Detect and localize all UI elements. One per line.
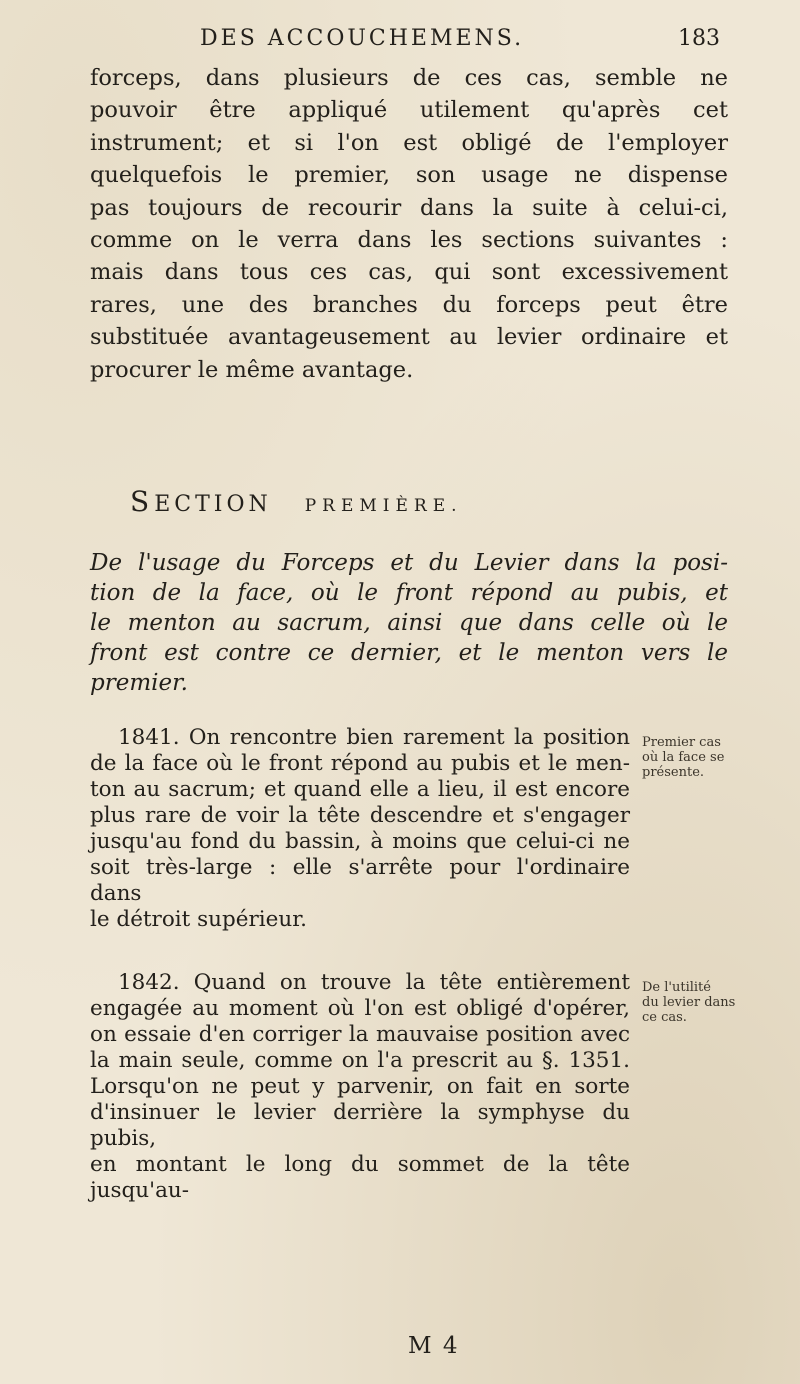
margin-note-line: ce cas.	[642, 1010, 687, 1025]
text-line: 1842. Quand on trouve la tête entièrement	[118, 970, 630, 995]
subtitle-line: tion de la face, où le front répond au pubis, et	[90, 580, 728, 606]
section-heading-word: ECTION	[154, 492, 272, 517]
text-line: quelquefois le premier, son usage ne dispense	[90, 162, 728, 189]
text-line: soit très-large : elle s'arrête pour l'ordinaire dans	[90, 855, 630, 906]
page-number: 183	[678, 26, 720, 51]
subtitle-line: premier.	[90, 670, 188, 696]
text-line: comme on le verra dans les sections suivantes :	[90, 227, 728, 254]
text-line: on essaie d'en corriger la mauvaise position avec	[90, 1022, 630, 1047]
paragraph-1842	[90, 970, 630, 1204]
signature-mark: M 4	[408, 1333, 460, 1359]
margin-note-line: présente.	[642, 765, 705, 780]
running-title: DES ACCOUCHEMENS.	[200, 26, 525, 51]
text-line: procurer le même avantage.	[90, 356, 414, 383]
text-line: ton au sacrum; et quand elle a lieu, il est encore	[90, 777, 630, 802]
margin-note-line: De l'utilité	[642, 980, 711, 995]
section-heading-ordinal: PREMIÈRE.	[304, 496, 463, 516]
section-heading-initial: S	[130, 485, 155, 518]
text-line: en montant le long du sommet de la tête jusqu'au-	[90, 1152, 630, 1203]
text-line: le détroit supérieur.	[90, 907, 307, 932]
text-line: engagée au moment où l'on est obligé d'opérer,	[90, 996, 630, 1021]
subtitle-line: front est contre ce dernier, et le menton vers le	[90, 640, 728, 666]
text-line: la main seule, comme on l'a prescrit au §. 1351.	[90, 1048, 630, 1073]
section-heading	[130, 485, 463, 518]
subtitle-line: De l'usage du Forceps et du Levier dans la posi-	[90, 550, 728, 576]
text-line: jusqu'au fond du bassin, à moins que celui-ci ne	[90, 829, 630, 854]
paragraph-1841	[90, 725, 630, 933]
continued-paragraph	[90, 62, 728, 386]
text-line: mais dans tous ces cas, qui sont excessivement	[90, 259, 728, 286]
margin-note-lever-utility	[642, 980, 762, 1025]
text-line: rares, une des branches du forceps peut être	[90, 291, 728, 318]
text-line: Lorsqu'on ne peut y parvenir, on fait en sorte	[90, 1074, 630, 1099]
text-line: de la face où le front répond au pubis et le men-	[90, 751, 630, 776]
subtitle-line: le menton au sacrum, ainsi que dans celle où le	[90, 610, 728, 636]
text-line: forceps, dans plusieurs de ces cas, semble ne	[90, 65, 728, 91]
text-line: pouvoir être appliqué utilement qu'après cet	[90, 97, 728, 124]
margin-note-line: où la face se	[642, 750, 725, 765]
text-line: instrument; et si l'on est obligé de l'employer	[90, 129, 728, 156]
text-line: d'insinuer le levier derrière la symphyse du pubis,	[90, 1100, 630, 1151]
section-subtitle	[90, 548, 728, 698]
text-line: 1841. On rencontre bien rarement la position	[118, 725, 630, 750]
text-line: pas toujours de recourir dans la suite à celui-ci,	[90, 194, 728, 221]
text-line: plus rare de voir la tête descendre et s'engager	[90, 803, 630, 828]
text-line: substituée avantageusement au levier ordinaire et	[90, 324, 728, 351]
margin-note-first-case	[642, 735, 762, 780]
margin-note-line: du levier dans	[642, 995, 736, 1010]
margin-note-line: Premier cas	[642, 735, 721, 750]
